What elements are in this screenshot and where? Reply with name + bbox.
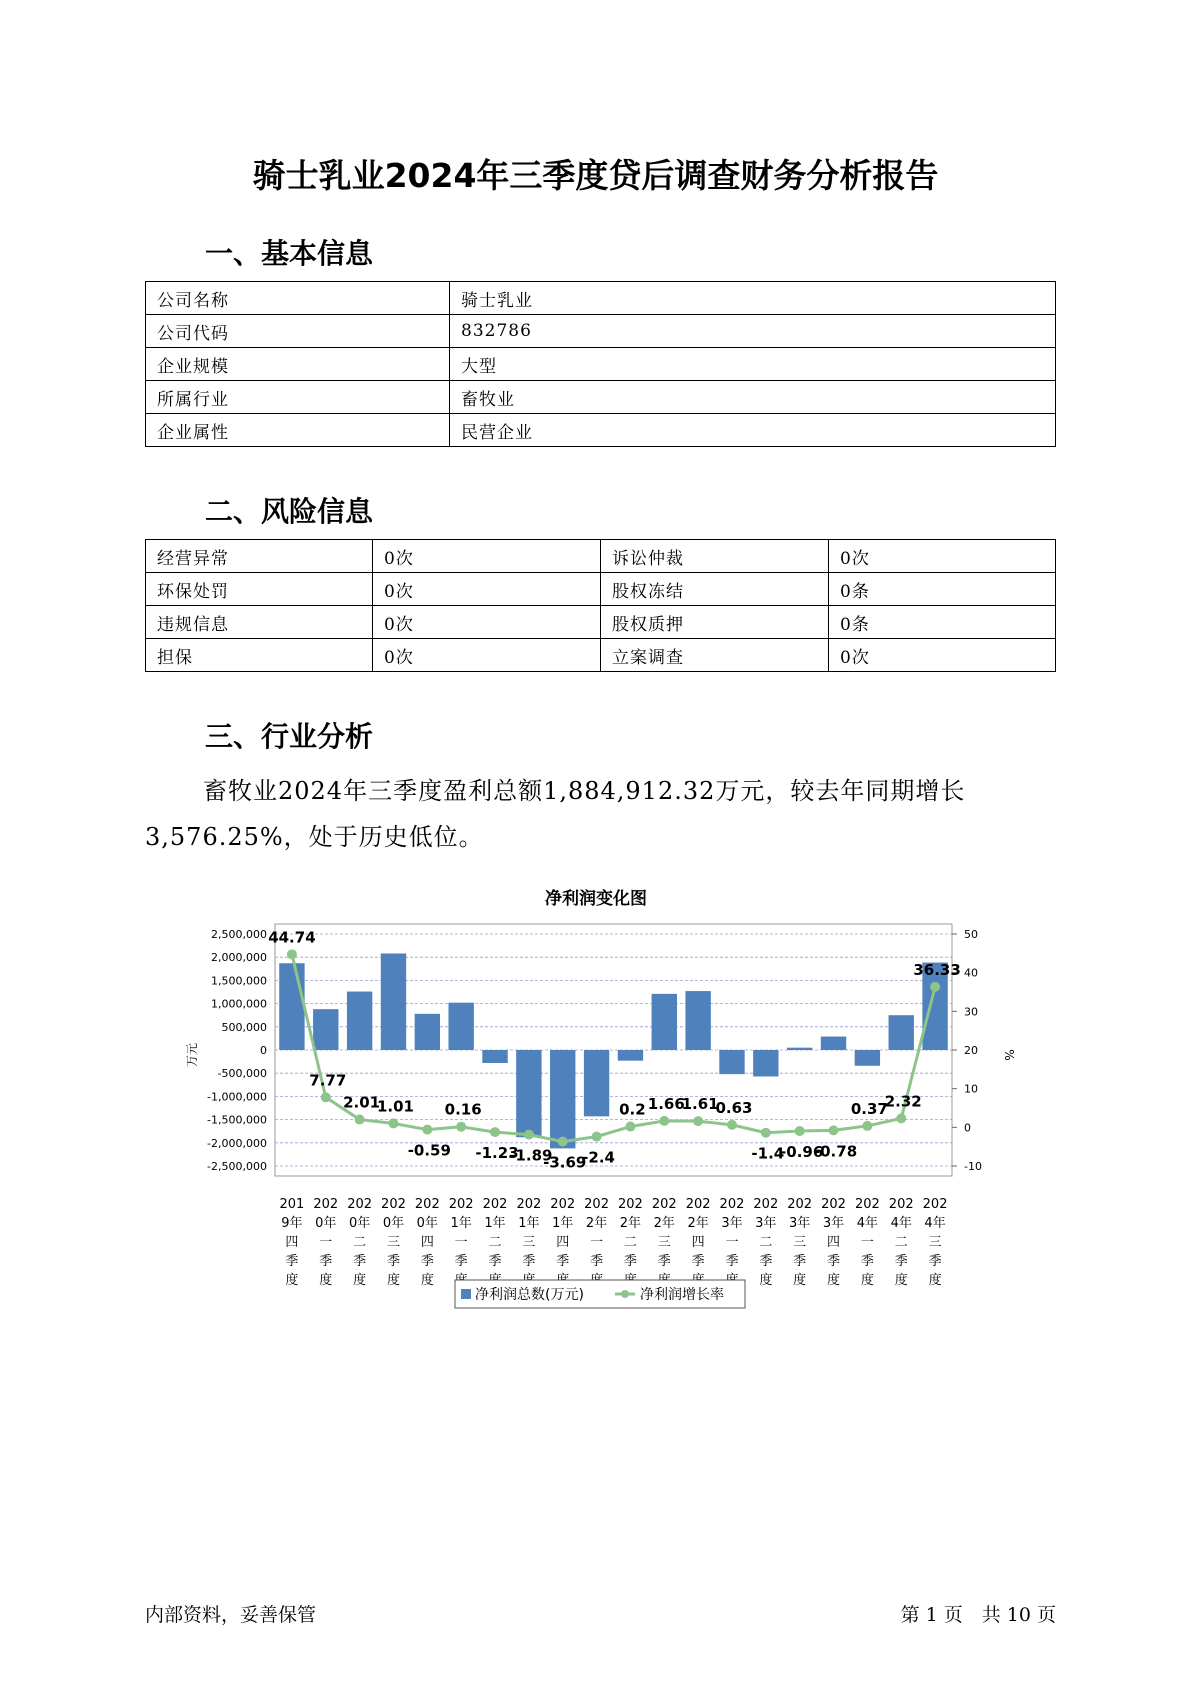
bar xyxy=(415,1014,440,1050)
growth-point xyxy=(727,1120,737,1130)
growth-point xyxy=(795,1126,805,1136)
risk-info-table xyxy=(145,539,1056,672)
bar xyxy=(516,1050,541,1137)
risk-info-row xyxy=(146,606,1056,639)
growth-data-label: -1.89 xyxy=(509,1146,553,1165)
basic-info-value: 832786 xyxy=(450,315,1056,348)
growth-data-label: -0.78 xyxy=(813,1142,858,1161)
bar xyxy=(855,1050,880,1066)
y-left-tick-label: -500,000 xyxy=(217,1067,267,1081)
x-tick-label: 202 0年二季度 xyxy=(347,1197,373,1288)
y-right-tick-label: 10 xyxy=(964,1082,978,1096)
growth-data-label: 0.16 xyxy=(444,1100,482,1119)
risk-info-label: 股权冻结 xyxy=(601,573,829,606)
growth-data-label: -1.4 xyxy=(751,1144,785,1163)
y-right-tick-label: 0 xyxy=(964,1121,971,1135)
x-tick-label: 202 4年二季度 xyxy=(888,1197,914,1288)
x-tick-label: 202 0年四季度 xyxy=(414,1197,440,1288)
growth-point xyxy=(422,1125,432,1135)
x-tick-label: 202 2年三季 xyxy=(651,1197,677,1269)
growth-data-label: -1.23 xyxy=(475,1144,519,1163)
y-right-tick-label: 40 xyxy=(964,966,978,980)
growth-point xyxy=(456,1122,466,1132)
x-tick-label: 202 1年二季 xyxy=(482,1197,508,1269)
growth-point xyxy=(862,1121,872,1131)
x-tick-label: 201 9年四季度 xyxy=(279,1197,305,1288)
growth-data-label: 1.66 xyxy=(647,1094,685,1113)
x-tick-label: 202 4年一季度 xyxy=(854,1197,880,1288)
risk-info-value: 0次 xyxy=(373,540,601,573)
basic-info-row xyxy=(146,315,1056,348)
x-tick-label: 202 0年一季度 xyxy=(313,1197,339,1288)
growth-point xyxy=(896,1113,906,1123)
basic-info-row xyxy=(146,282,1056,315)
x-tick-label: 202 2年二季 xyxy=(618,1197,643,1269)
risk-info-label: 股权质押 xyxy=(601,606,829,639)
basic-info-label: 企业规模 xyxy=(146,348,450,381)
y-left-tick-label: 1,000,000 xyxy=(211,997,267,1011)
legend-bar-label: 净利润总数(万元) xyxy=(475,1287,584,1303)
y-left-tick-label: 500,000 xyxy=(221,1020,267,1034)
x-tick-label: 202 2年一季 xyxy=(584,1197,609,1269)
x-tick-label: 202 1年四季 xyxy=(550,1197,576,1269)
bar xyxy=(279,963,304,1050)
y-right-tick-label: 50 xyxy=(964,928,978,941)
risk-info-label: 立案调查 xyxy=(601,639,829,672)
bar xyxy=(753,1050,778,1076)
risk-info-value: 0次 xyxy=(829,639,1056,672)
bar xyxy=(652,994,677,1050)
growth-point xyxy=(625,1122,635,1132)
x-tick-label: 202 1年一季 xyxy=(448,1197,474,1269)
x-tick-label: 202 3年四季度 xyxy=(821,1197,846,1288)
basic-info-label: 所属行业 xyxy=(146,381,450,414)
bar xyxy=(685,991,710,1050)
basic-info-value: 大型 xyxy=(450,348,1056,381)
x-tick-label: 202 4年三季度 xyxy=(922,1197,948,1288)
risk-info-label: 环保处罚 xyxy=(146,573,373,606)
growth-point xyxy=(829,1125,839,1135)
industry-paragraph-text: 畜牧业2024年三季度盈利总额1,884,912.32万元，较去年同期增长3,576.25%，处于历史低位。 xyxy=(145,777,966,851)
y-left-tick-label: 2,000,000 xyxy=(211,951,267,965)
footer-confidential: 内部资料，妥善保管 xyxy=(145,1604,317,1626)
risk-info-value: 0次 xyxy=(373,573,601,606)
risk-info-label: 担保 xyxy=(146,639,373,672)
basic-info-row xyxy=(146,381,1056,414)
x-tick-label: 202 3年二季度 xyxy=(753,1197,779,1288)
risk-info-value: 0条 xyxy=(829,573,1056,606)
growth-data-label: 0.63 xyxy=(715,1098,753,1117)
y-left-tick-label: -2,000,000 xyxy=(207,1136,267,1150)
bar xyxy=(618,1050,643,1061)
bar xyxy=(787,1048,812,1050)
bar xyxy=(821,1037,846,1050)
y-right-tick-label: 30 xyxy=(964,1005,978,1019)
risk-info-row xyxy=(146,573,1056,606)
y-right-tick-label: 20 xyxy=(964,1044,978,1057)
x-tick-label: 202 3年三季度 xyxy=(787,1197,813,1288)
growth-point xyxy=(355,1115,365,1125)
basic-info-label: 公司名称 xyxy=(146,282,450,315)
basic-info-value: 骑士乳业 xyxy=(450,282,1056,315)
x-tick-label: 202 2年四季 xyxy=(685,1197,711,1269)
legend-line-label: 净利润增长率 xyxy=(640,1287,724,1303)
growth-data-label: 2.32 xyxy=(884,1092,922,1111)
bar xyxy=(889,1015,914,1050)
bar xyxy=(448,1003,473,1050)
x-tick-label: 202 3年一季 xyxy=(719,1197,745,1269)
growth-data-label: 36.33 xyxy=(913,960,961,979)
bar xyxy=(550,1050,575,1148)
risk-info-value: 0条 xyxy=(829,606,1056,639)
risk-info-row xyxy=(146,540,1056,573)
growth-data-label: 7.77 xyxy=(309,1071,347,1090)
growth-point xyxy=(592,1132,602,1142)
y-left-tick-label: -2,500,000 xyxy=(207,1160,267,1173)
risk-info-value: 0次 xyxy=(373,606,601,639)
bar xyxy=(584,1050,609,1116)
growth-point xyxy=(659,1116,669,1126)
report-title: 骑士乳业2024年三季度贷后调查财务分析报告 xyxy=(252,156,939,195)
basic-info-label: 公司代码 xyxy=(146,315,450,348)
basic-info-value: 民营企业 xyxy=(450,414,1056,447)
y-right-tick-label: -10 xyxy=(964,1160,982,1173)
risk-info-row xyxy=(146,639,1056,672)
bar xyxy=(482,1050,507,1063)
x-tick-label: 202 0年三季度 xyxy=(381,1197,406,1288)
legend-line-marker xyxy=(621,1290,629,1298)
y-left-tick-label: 1,500,000 xyxy=(211,974,267,988)
y-left-tick-label: 0 xyxy=(260,1044,267,1057)
growth-data-label: 2.01 xyxy=(343,1093,381,1112)
y-left-tick-label: -1,500,000 xyxy=(207,1113,267,1127)
growth-point xyxy=(490,1127,500,1137)
net-profit-chart xyxy=(0,880,1191,1350)
basic-info-label: 企业属性 xyxy=(146,414,450,447)
risk-info-label: 经营异常 xyxy=(146,540,373,573)
growth-point xyxy=(388,1118,398,1128)
section-heading-basic-info: 一、基本信息 xyxy=(205,237,374,270)
growth-point xyxy=(930,982,940,992)
growth-point xyxy=(761,1128,771,1138)
industry-paragraph xyxy=(145,768,1060,860)
growth-data-label: 1.61 xyxy=(681,1095,719,1114)
bar xyxy=(347,992,372,1050)
basic-info-row xyxy=(146,348,1056,381)
legend-bar-swatch xyxy=(461,1289,471,1299)
risk-info-value: 0次 xyxy=(829,540,1056,573)
chart-title: 净利润变化图 xyxy=(545,889,647,909)
risk-info-value: 0次 xyxy=(373,639,601,672)
growth-data-label: -0.96 xyxy=(780,1143,824,1162)
basic-info-table xyxy=(145,281,1056,447)
bar xyxy=(719,1050,744,1074)
y-left-tick-label: 2,500,000 xyxy=(211,928,267,941)
basic-info-row xyxy=(146,414,1056,447)
y-left-tick-label: -1,000,000 xyxy=(207,1090,267,1104)
growth-point xyxy=(558,1137,568,1147)
footer-page-number: 第 1 页 共 10 页 xyxy=(900,1604,1056,1626)
section-heading-risk-info: 二、风险信息 xyxy=(205,495,374,528)
y-right-axis-label: % xyxy=(1002,1049,1016,1061)
x-tick-label: 202 1年三季 xyxy=(516,1197,542,1269)
risk-info-label: 诉讼仲裁 xyxy=(601,540,829,573)
section-heading-industry: 三、行业分析 xyxy=(205,720,374,753)
basic-info-value: 畜牧业 xyxy=(450,381,1056,414)
growth-point xyxy=(693,1116,703,1126)
growth-data-label: -0.59 xyxy=(407,1141,451,1160)
growth-data-label: 44.74 xyxy=(268,928,316,947)
growth-point xyxy=(321,1092,331,1102)
bar xyxy=(381,953,406,1050)
y-left-axis-label: 万元 xyxy=(185,1042,199,1068)
growth-data-label: -3.69 xyxy=(543,1153,587,1172)
bar xyxy=(313,1009,338,1050)
growth-data-label: 0.2 xyxy=(619,1100,646,1119)
growth-data-label: -2.4 xyxy=(582,1148,615,1167)
growth-point xyxy=(524,1130,534,1140)
growth-point xyxy=(287,949,297,959)
risk-info-label: 违规信息 xyxy=(146,606,373,639)
growth-data-label: 0.37 xyxy=(850,1099,888,1118)
growth-data-label: 1.01 xyxy=(376,1097,414,1116)
